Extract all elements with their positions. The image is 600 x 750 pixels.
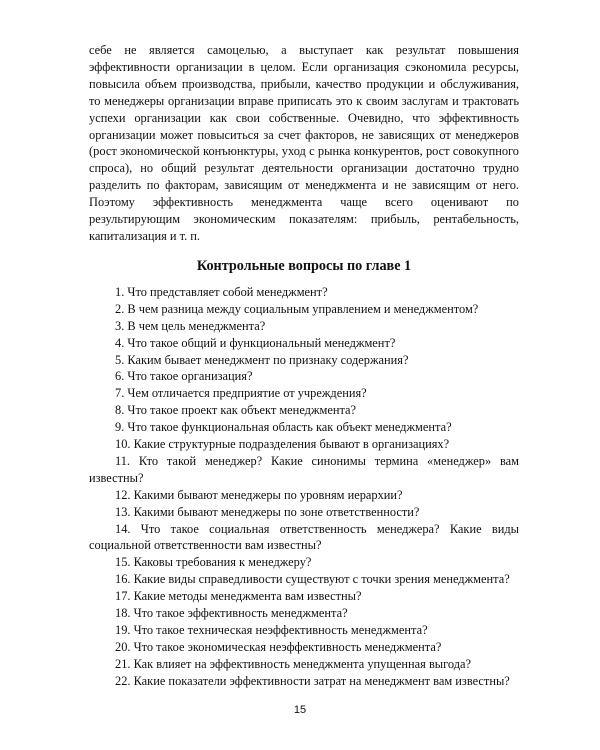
question-item: 13. Какими бывают менеджеры по зоне ответственности? <box>115 504 420 519</box>
question-item: 6. Что такое организация? <box>115 369 253 384</box>
question-item: 10. Какие структурные подразделения бывают в организациях? <box>115 437 450 452</box>
question-item: 9. Что такое функциональная область как объект менеджмента? <box>115 420 452 435</box>
questions-list <box>89 284 519 690</box>
question-item: 15. Каковы требования к менеджеру? <box>115 555 312 570</box>
question-item: 18. Что такое эффективность менеджмента? <box>115 606 348 621</box>
section-title: Контрольные вопросы по главе 1 <box>196 257 412 274</box>
question-item: 22. Какие показатели эффективности затрат на менеджмент вам известны? <box>115 673 510 688</box>
page-body <box>89 42 519 690</box>
question-item: 5. Каким бывает менеджмент по признаку содержания? <box>115 352 409 367</box>
question-item: 19. Что такое техническая неэффективность менеджмента? <box>115 623 428 637</box>
question-item: 4. Что такое общий и функциональный менеджмент? <box>115 335 396 350</box>
question-item: 16. Какие виды справедливости существуют с точки зрения менеджмента? <box>115 572 510 587</box>
intro-paragraph: себе не является самоцелью, а выступает как результат повышения эффективности организации в целом. Если организация сэкономила ресурсы, повысила объем производства, прибыли, качество продукции и обслуживания, то менеджеры организации вправе приписать это к своим заслугам и трактовать успехи организации как свои собственные. Очевидно, что эффективность организации может повыситься за счет факторов, не зависящих от менеджеров (рост экономической конъюнктуры, уход с рынка конкурентов, рост совокупного спроса), но общий результат деятельности организации достаточно трудно разделить по факторам, зависящим от менеджмента и не зависящим от него. Поэтому эффективность менеджмента чаще всего оценивают по результирующим экономическим показателям: прибыль, рентабельность, капитализация и т. п. <box>89 43 519 243</box>
question-item: 3. В чем цель менеджмента? <box>115 318 266 333</box>
page-number: 15 <box>293 704 307 716</box>
question-item: 7. Чем отличается предприятие от учреждения? <box>115 386 367 401</box>
question-item: 8. Что такое проект как объект менеджмента? <box>115 403 357 418</box>
question-item: 1. Что представляет собой менеджмент? <box>115 284 328 299</box>
question-item: 14. Что такое социальная ответственность менеджера? Какие виды социальной ответственности вам известны? <box>89 521 519 553</box>
question-item: 17. Какие методы менеджмента вам известны? <box>115 589 362 604</box>
question-item: 2. В чем разница между социальным управлением и менеджментом? <box>115 301 479 316</box>
question-item: 12. Какими бывают менеджеры по уровням иерархии? <box>115 487 403 502</box>
question-item: 21. Как влияет на эффективность менеджмента упущенная выгода? <box>115 656 472 671</box>
question-item: 20. Что такое экономическая неэффективность менеджмента? <box>115 639 442 654</box>
question-item: 11. Кто такой менеджер? Какие синонимы термина «менеджер» вам известны? <box>89 453 519 485</box>
